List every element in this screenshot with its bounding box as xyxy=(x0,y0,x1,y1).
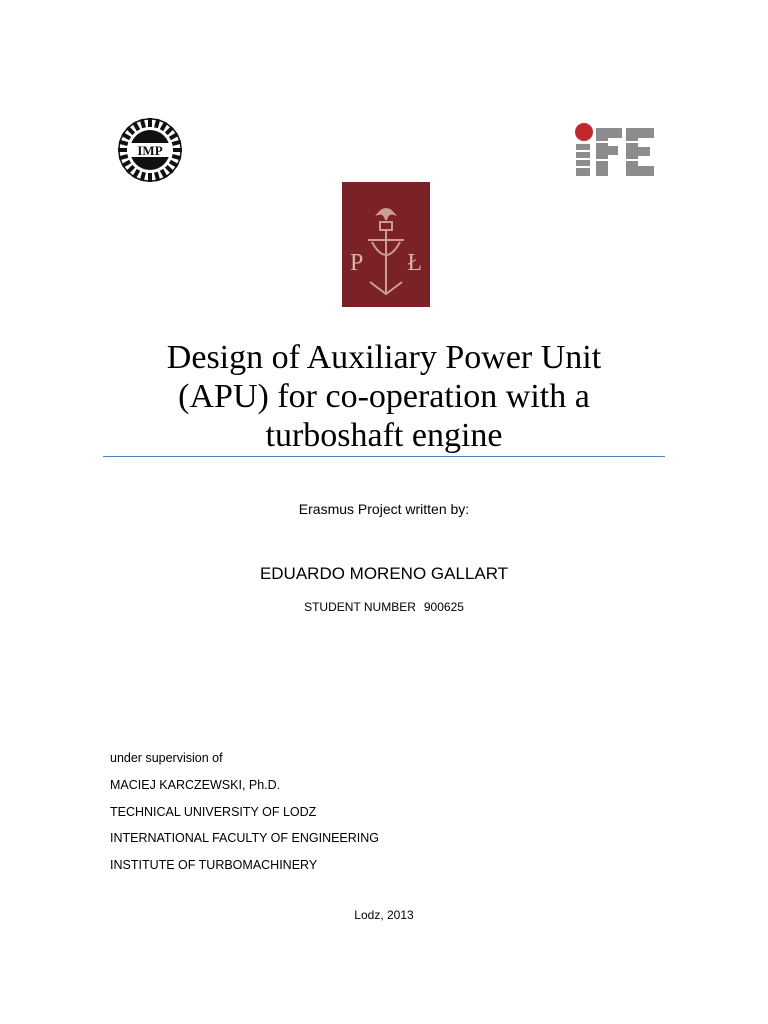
title-line-3: turboshaft engine xyxy=(265,417,503,454)
title-underline xyxy=(103,456,665,457)
place-and-date: Lodz, 2013 xyxy=(354,908,414,922)
student-number-label: STUDENT NUMBER xyxy=(304,600,416,614)
supervisor-name: MACIEJ KARCZEWSKI, Ph.D. xyxy=(110,778,281,792)
title-line-1: Design of Auxiliary Power Unit xyxy=(166,339,602,376)
supervision-intro: under supervision of xyxy=(110,751,223,765)
project-subtitle: Erasmus Project written by: xyxy=(298,501,470,517)
student-number xyxy=(0,600,768,614)
university-name: TECHNICAL UNIVERSITY OF LODZ xyxy=(110,805,317,819)
student-number-value: 900625 xyxy=(423,600,464,614)
imp-logo xyxy=(114,116,186,184)
ife-logo-lettering: iFE xyxy=(570,120,572,121)
ife-logo xyxy=(570,120,656,178)
document-title xyxy=(100,338,668,455)
imp-logo-lettering: IMP xyxy=(137,143,163,158)
pl-emblem-lettering: PŁ xyxy=(350,250,422,276)
author-name: EDUARDO MORENO GALLART xyxy=(259,564,509,583)
pl-university-emblem xyxy=(342,182,430,307)
title-line-2: (APU) for co-operation with a xyxy=(178,378,590,415)
faculty-name: INTERNATIONAL FACULTY OF ENGINEERING xyxy=(110,831,380,845)
institute-name: INSTITUTE OF TURBOMACHINERY xyxy=(110,858,318,872)
